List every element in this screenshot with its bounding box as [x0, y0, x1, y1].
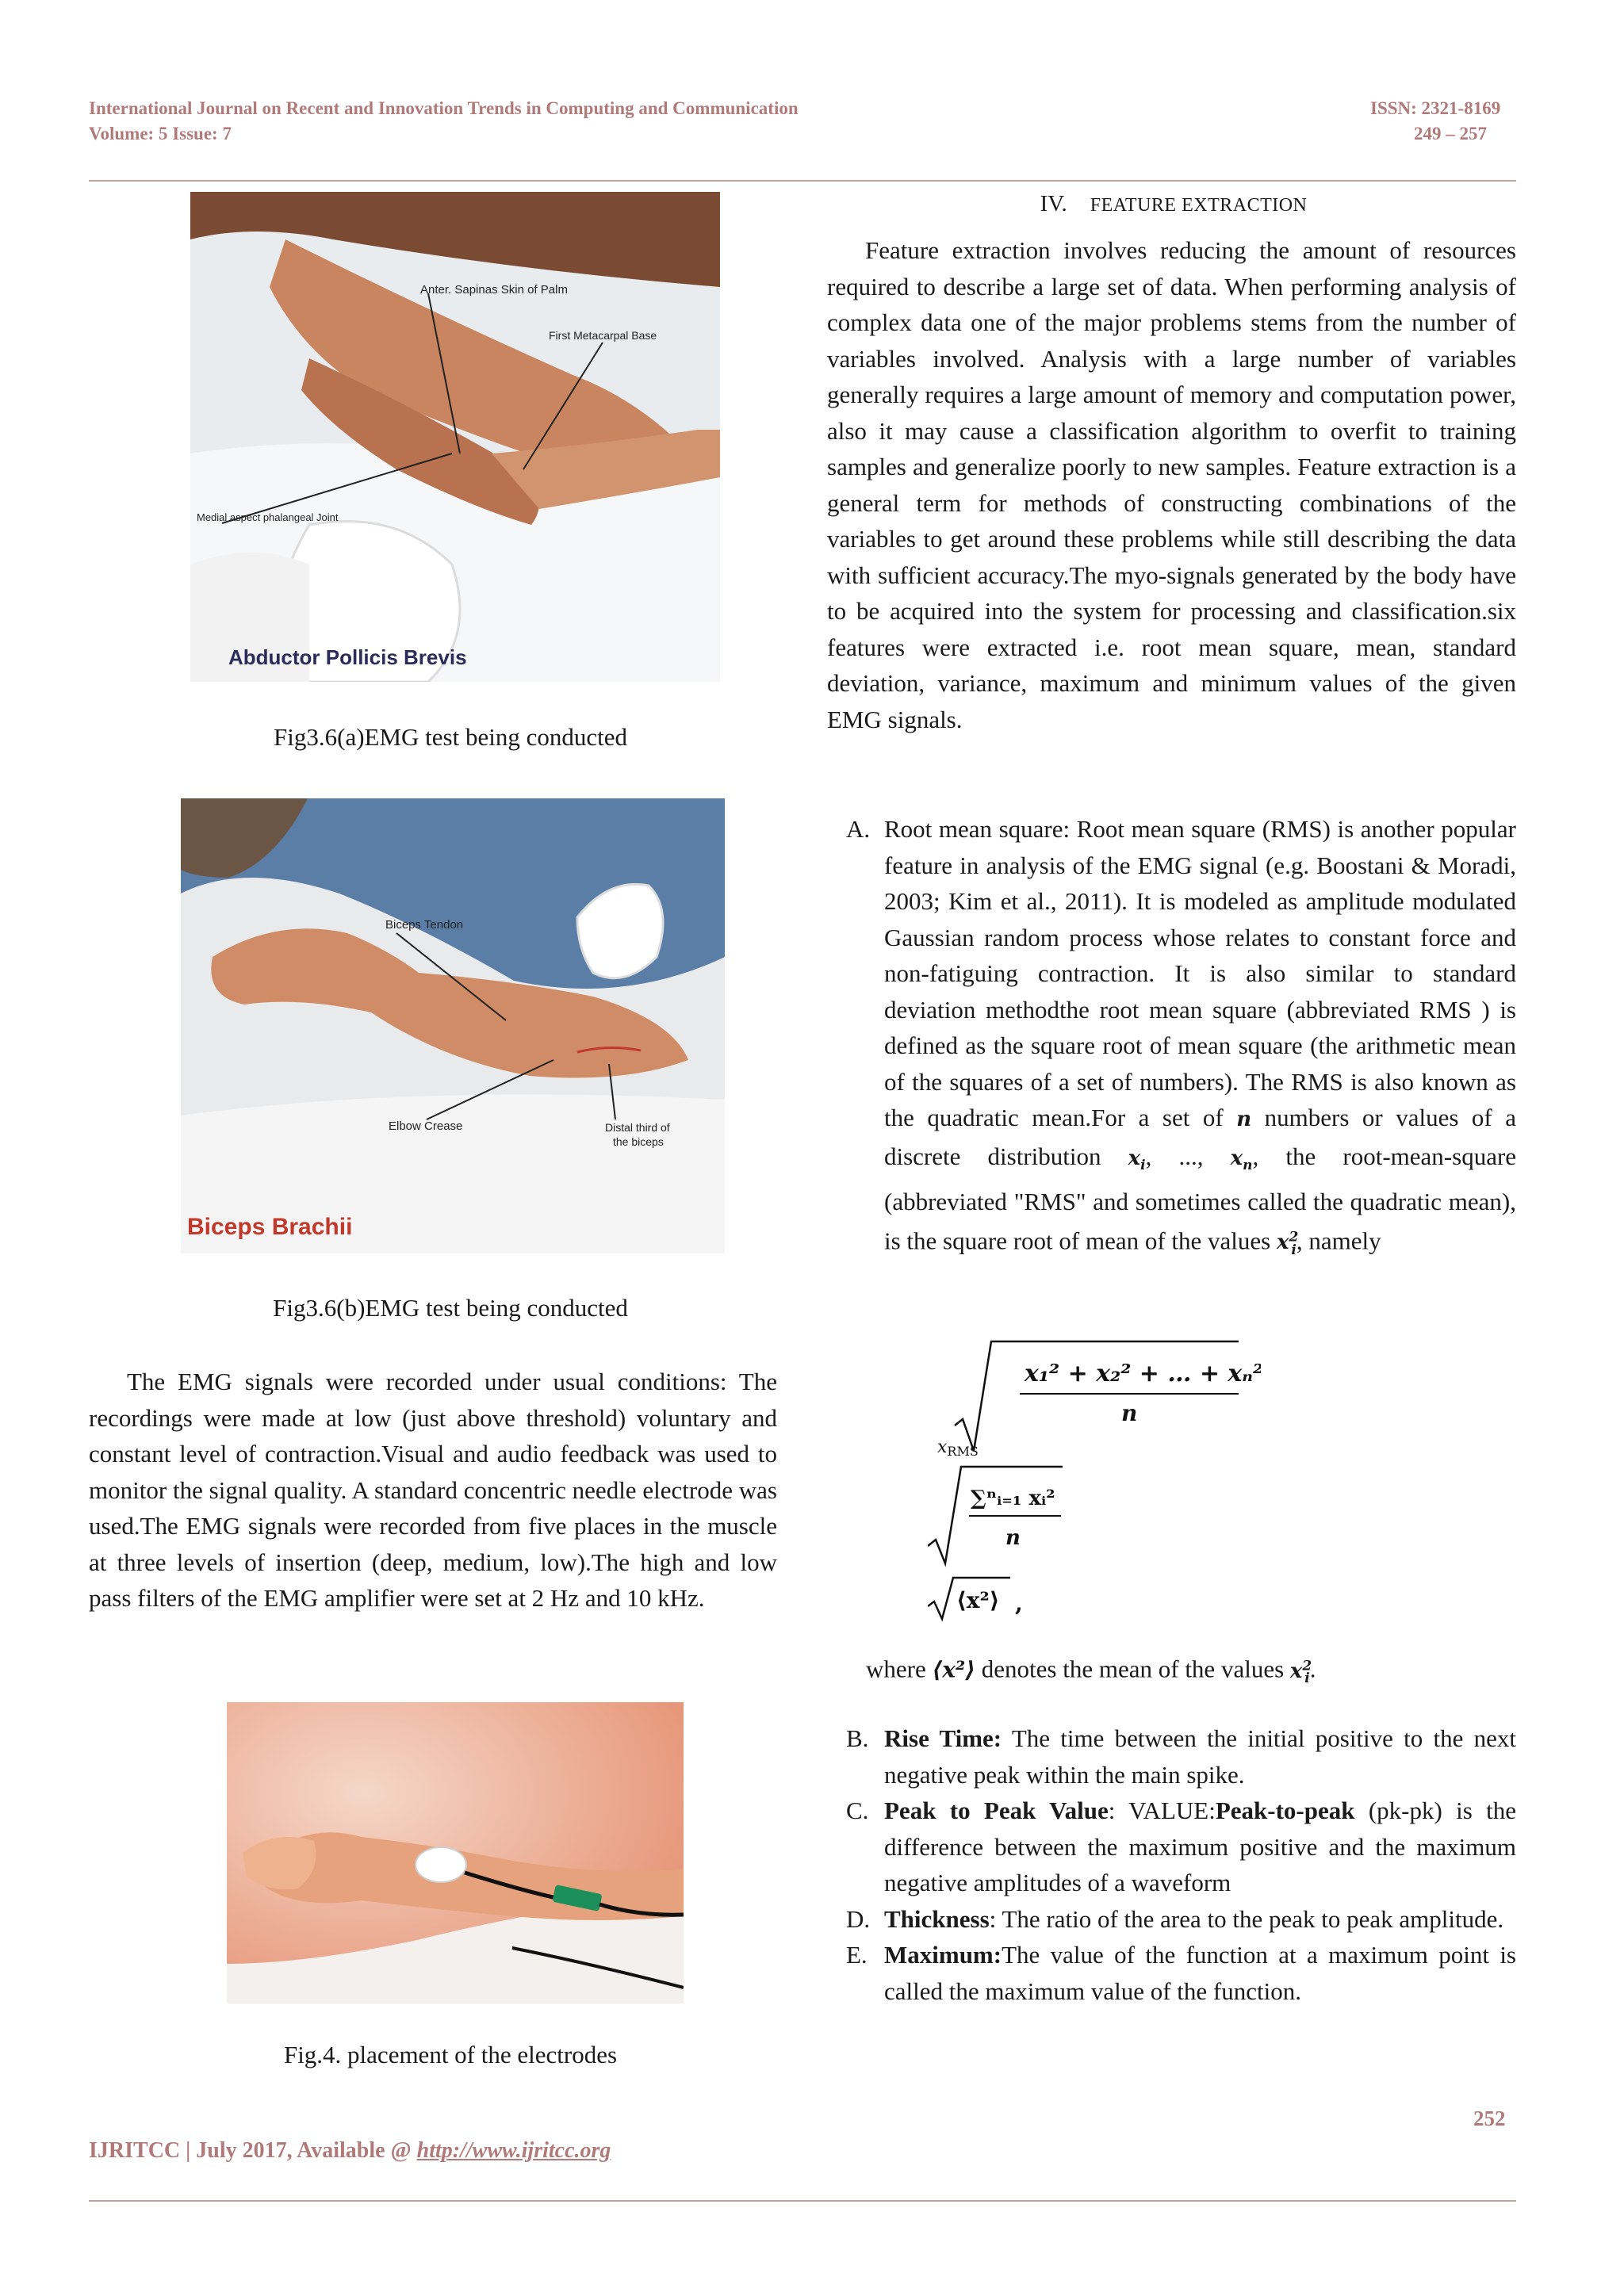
formula-lhs — [937, 1437, 979, 1459]
math-sub: i — [1140, 1157, 1146, 1173]
list-item-text: The value of the function at a maximum point is called the maximum value of the function. — [884, 1941, 1516, 2005]
formula-comma: , — [1015, 1590, 1023, 1617]
list-item-title: Peak-to-peak — [1215, 1797, 1355, 1824]
figure-caption-b: Fig3.6(b)EMG test being conducted — [273, 1294, 628, 1322]
list-item-text: : VALUE: — [1108, 1797, 1216, 1824]
section-number: IV. — [1040, 191, 1067, 216]
footer-label: IJRITCC | July 2017, Available @ — [89, 2138, 417, 2163]
list-item-peak-to-peak — [846, 1793, 1516, 1901]
rms-text: , the root-mean-square (abbreviated "RMS" and sometimes called the quadratic mean), is the square root of mean of the values — [884, 1142, 1517, 1255]
formula-mean: ⟨x²⟩ — [956, 1587, 1000, 1613]
math-symbol-xn — [1230, 1146, 1253, 1173]
list-item-thickness — [846, 1901, 1516, 1938]
header-rule — [89, 180, 1516, 182]
list-item-text: (pk-pk) is the difference between the maximum positive and the maximum negative amplitudes of a waveform — [884, 1797, 1516, 1896]
figure-emg-thumb-image — [190, 192, 720, 682]
section-title: FEATURE EXTRACTION — [1090, 195, 1308, 216]
math-symbol-x1 — [1128, 1146, 1146, 1173]
figure-biceps-label: Elbow Crease — [389, 1119, 463, 1133]
figure-biceps-label: the biceps — [613, 1135, 664, 1148]
section-heading — [825, 191, 1522, 217]
where-period: . — [1309, 1655, 1316, 1683]
list-item-rise-time — [846, 1720, 1516, 1793]
section-intro-paragraph: Feature extraction involves reducing the amount of resources required to describe a large set of data. When performing analysis of complex data one of the major problems stems from the number of variables involved. Analysis with a large number of variables generally requires a large amount of memory and computation power, also it may cause a classification algorithm to overfit to training samples and generalize poorly to new samples. Feature extraction is a general term for methods of constructing combinations of the variables to get around these problems while still describing the data with sufficient accuracy.The myo-signals generated by the body have to be acquired into the system for processing and classification.six features were extracted i.e. root mean square, mean, standard deviation, variance, maximum and minimum values of the given EMG signals. — [827, 236, 1516, 733]
formula-numerator: x₁² + x₂² + … + xₙ² — [1025, 1360, 1261, 1387]
math-sup: 2 — [1289, 1229, 1299, 1246]
footer-rule — [89, 2200, 1516, 2202]
math-symbol-n: n — [1236, 1108, 1252, 1131]
list-label: C. — [846, 1797, 869, 1824]
math-sub: n — [1243, 1157, 1253, 1173]
figure-biceps-label: Biceps Tendon — [385, 918, 464, 932]
rms-text: , ..., — [1145, 1142, 1204, 1170]
rms-formula — [928, 1340, 1261, 1625]
issn: ISSN: 2321-8169 — [1370, 98, 1501, 118]
where-label: where — [866, 1655, 926, 1683]
page-number: 252 — [1473, 2107, 1506, 2130]
list-item-maximum — [846, 1937, 1516, 2009]
formula-denominator: n — [1121, 1400, 1138, 1426]
list-item-title: Maximum: — [884, 1941, 1002, 1969]
page-range: 249 – 257 — [1414, 124, 1487, 144]
footer-url-link[interactable]: http://www.ijritcc.org — [416, 2138, 611, 2163]
rms-text: , namely — [1296, 1226, 1381, 1255]
list-label: A. — [846, 815, 871, 843]
where-line — [866, 1648, 1516, 1697]
figure-emg-biceps-image — [181, 798, 725, 1253]
math-mean: ⟨x²⟩ — [932, 1656, 976, 1683]
list-label: B. — [846, 1724, 869, 1752]
feature-list — [846, 1720, 1516, 2009]
footer-text — [89, 2138, 611, 2164]
math-sub: i — [1304, 1670, 1310, 1686]
list-item-title: Thickness — [884, 1904, 990, 1933]
figure-emg-label: First Metacarpal Base — [549, 329, 657, 342]
formula-lhs-x: x — [937, 1437, 948, 1457]
list-item-text: The time between the initial positive to the next negative peak within the main spike. — [884, 1724, 1516, 1789]
math-sub: i — [1291, 1242, 1297, 1258]
list-item-title: Peak to Peak Value — [884, 1797, 1109, 1824]
figure-electrode-image — [227, 1702, 684, 2003]
figure-biceps-label: Distal third of — [605, 1121, 670, 1134]
figure-caption-4: Fig.4. placement of the electrodes — [283, 2041, 618, 2068]
math-x: x — [1230, 1146, 1243, 1170]
math-x: x — [1128, 1146, 1141, 1170]
formula-sum: ∑ⁿᵢ₌₁ xᵢ² — [971, 1487, 1055, 1510]
list-item-title: Rise Time: — [884, 1724, 1002, 1752]
rms-formula-graphic — [928, 1340, 1261, 1625]
figure-emg-label: Medial aspect phalangeal Joint — [197, 511, 339, 523]
rms-text: numbers or values of a discrete distribution — [884, 1104, 1517, 1170]
body-paragraph-left: The EMG signals were recorded under usual conditions: The recordings were made at low (just above threshold) voluntary and constant level of contraction.Visual and audio feedback was used to monitor the signal quality. A standard concentric needle electrode was used.The EMG signals were recorded from five places in the muscle at three levels of insertion (deep, medium, low).The high and low pass filters of the EMG amplifier were set at 2 Hz and 10 kHz. — [89, 1368, 777, 1612]
where-text: denotes the mean of the values — [981, 1655, 1285, 1683]
math-x: x — [1289, 1659, 1303, 1683]
volume-issue: Volume: 5 Issue: 7 — [89, 124, 232, 144]
list-label: D. — [846, 1904, 871, 1933]
list-item-text: : The ratio of the area to the peak to peak amplitude. — [989, 1904, 1504, 1933]
figure-biceps-label: Biceps Brachii — [187, 1214, 353, 1240]
figure-electrode-placement — [227, 1702, 684, 2003]
list-item-rms — [846, 811, 1516, 1269]
rms-text: Root mean square: Root mean square (RMS) is another popular feature in analysis of the EMG signal (e.g. Boostani & Moradi, 2003; Kim et al., 2011). It is modeled as amplitude modulated Gaussian random process whose relates to constant force and non-fatiguing contraction. It is also similar to standard deviation methodthe root mean square (abbreviated RMS ) is defined as the square root of mean square (the arithmetic mean of the squares of a set of numbers). The RMS is also known as the quadratic mean.For a set of — [884, 815, 1516, 1131]
math-sup: 2 — [1302, 1658, 1312, 1674]
journal-title: International Journal on Recent and Innovation Trends in Computing and Communication — [89, 98, 799, 118]
figure-emg-label: Anter. Sapinas Skin of Palm — [420, 283, 568, 297]
figure-emg-thumb — [190, 192, 720, 682]
list-label: E. — [846, 1941, 868, 1969]
formula-lhs-sub: RMS — [947, 1444, 979, 1459]
figure-emg-label: Abductor Pollicis Brevis — [228, 645, 467, 669]
formula-sum-denominator: n — [1005, 1526, 1021, 1550]
figure-emg-biceps — [181, 798, 725, 1253]
math-x: x — [1277, 1230, 1289, 1255]
math-symbol-xi2 — [1289, 1658, 1312, 1686]
figure-caption-a: Fig3.6(a)EMG test being conducted — [274, 723, 627, 751]
math-symbol-xi2 — [1277, 1229, 1299, 1258]
